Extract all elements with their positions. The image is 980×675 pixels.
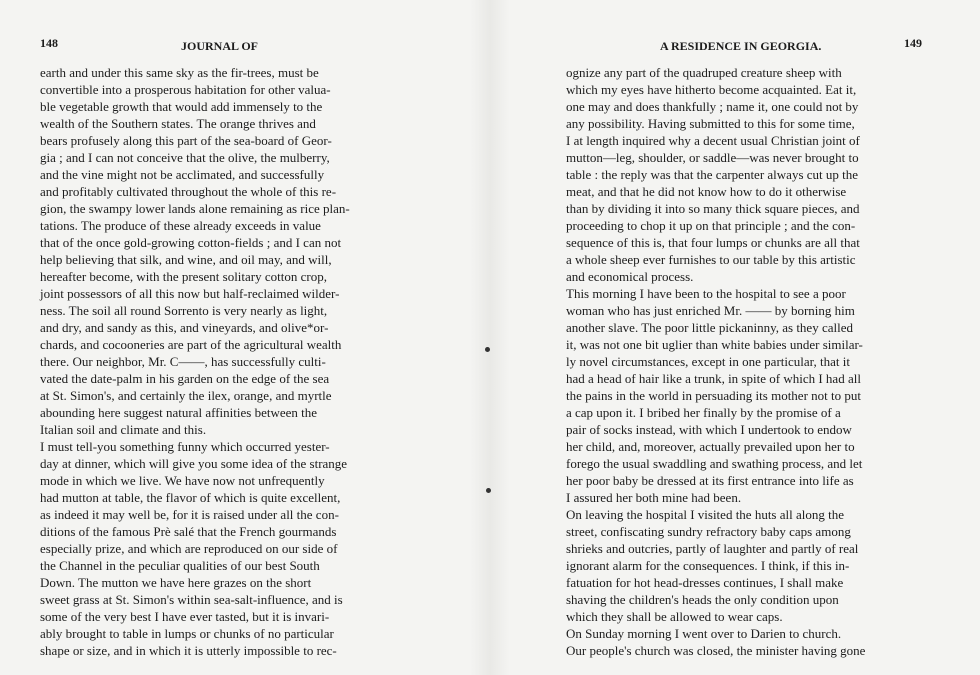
text-line: street, confiscating sundry refractory baby caps among [566,524,851,539]
text-line: vated the date-palm in his garden on the edge of the sea [40,371,330,386]
text-line: proceeding to chop it up on that principle ; and the con- [566,218,856,233]
text-line: mode in which we live. We have now not unfrequently [40,473,325,488]
text-line: earth and under this same sky as the fir-trees, must be [40,65,319,80]
text-line: her child, and, moreover, actually prevailed upon her to [566,439,855,454]
text-line: mutton—leg, shoulder, or saddle—was never brought to [566,150,859,165]
text-line: gia ; and I can not conceive that the olive, the mulberry, [40,150,330,165]
text-line: that of the once gold-growing cotton-fields ; and I can not [40,235,342,250]
text-line: On leaving the hospital I visited the huts all along the [566,507,845,522]
text-line: chards, and cocooneries are part of the agricultural wealth [40,337,342,352]
text-line: shrieks and outcries, partly of laughter and partly of real [566,541,859,556]
text-line: day at dinner, which will give you some idea of the strange [40,456,348,471]
text-line: I at length inquired why a decent usual Christian joint of [566,133,860,148]
text-line: a cap upon it. I bribed her finally by the promise of a [566,405,841,420]
gutter-mark [486,488,491,493]
text-line: at St. Simon's, and certainly the ilex, orange, and myrtle [40,388,332,403]
right-body-text [566,64,950,659]
text-line: shape or size, and in which it is utterly impossible to rec- [40,643,337,658]
text-line: ness. The soil all round Sorrento is very nearly as light, [40,303,328,318]
text-line: had a head of hair like a trunk, in spite of which I had all [566,371,861,386]
text-line: and dry, and sandy as this, and vineyards, and olive*or- [40,320,329,335]
text-line: Our people's church was closed, the minister having gone [566,643,866,658]
text-line: and the vine might not be acclimated, and successfully [40,167,325,182]
text-line: I must tell-you something funny which occurred yester- [40,439,330,454]
text-line: On Sunday morning I went over to Darien to church. [566,626,842,641]
right-page [510,0,980,675]
text-line: hereafter become, with the present solitary cotton crop, [40,269,327,284]
text-line: especially prize, and which are reproduced on our side of [40,541,338,556]
text-line: one may and does thankfully ; name it, one could not by [566,99,859,114]
left-page [0,0,470,675]
text-line: which they shall be allowed to wear caps. [566,609,783,624]
text-line: ditions of the famous Prè salé that the French gourmands [40,524,337,539]
text-line: meat, and that he did not know how to do it otherwise [566,184,847,199]
right-page-number: 149 [904,36,922,50]
text-line: joint possessors of all this now but half-reclaimed wilder- [40,286,340,301]
text-line: her poor baby be dressed at its first entrance into life as [566,473,854,488]
text-line: ognize any part of the quadruped creature sheep with [566,65,842,80]
text-line: as indeed it may well be, for it is raised under all the con- [40,507,339,522]
text-line: gion, the swampy lower lands alone remaining as rice plan- [40,201,350,216]
left-running-head: JOURNAL OF [181,39,259,53]
book-gutter [470,0,510,675]
text-line: a whole sheep ever furnishes to our table by this artistic [566,252,856,267]
text-line: had mutton at table, the flavor of which is quite excellent, [40,490,341,505]
left-page-number: 148 [40,36,58,50]
text-line: some of the very best I have ever tasted, but it is invari- [40,609,330,624]
text-line: Italian soil and climate and this. [40,422,207,437]
text-line: fatuation for hot head-dresses continues, I shall make [566,575,844,590]
text-line: ignorant alarm for the consequences. I think, if this in- [566,558,850,573]
text-line: Down. The mutton we have here grazes on the short [40,575,312,590]
text-line: sequence of this is, that four lumps or chunks are all that [566,235,860,250]
text-line: it, was not one bit uglier than white babies under similar- [566,337,863,352]
text-line: pair of socks instead, with which I undertook to endow [566,422,852,437]
text-line: the Channel in the peculiar qualities of our best South [40,558,320,573]
text-line: which my eyes have hitherto become acquainted. Eat it, [566,82,857,97]
left-body-text [40,64,408,659]
text-line: there. Our neighbor, Mr. C——, has successfully culti- [40,354,326,369]
text-line: than by dividing it into so many thick square pieces, and [566,201,860,216]
right-running-head: A RESIDENCE IN GEORGIA. [660,39,822,53]
text-line: ly novel circumstances, except in one particular, that it [566,354,850,369]
text-line: help believing that silk, and wine, and oil may, and will, [40,252,332,267]
text-line: any possibility. Having submitted to this for some time, [566,116,855,131]
text-line: shaving the children's heads the only condition upon [566,592,839,607]
text-line: ably brought to table in lumps or chunks of no particular [40,626,334,641]
gutter-mark [485,347,490,352]
text-line: another slave. The poor little pickaninny, as they called [566,320,853,335]
text-line: convertible into a prosperous habitation for other valua- [40,82,331,97]
text-line: abounding here suggest natural affinities between the [40,405,318,420]
text-line: table : the reply was that the carpenter always cut up the [566,167,859,182]
text-line: and profitably cultivated throughout the whole of this re- [40,184,337,199]
text-line: tations. The produce of these already exceeds in value [40,218,321,233]
text-line: and economical process. [566,269,694,284]
text-line: bears profusely along this part of the sea-board of Geor- [40,133,332,148]
text-line: forego the usual swaddling and swathing process, and let [566,456,863,471]
text-line: ble vegetable growth that would add immensely to the [40,99,323,114]
text-line: This morning I have been to the hospital to see a poor [566,286,846,301]
text-line: wealth of the Southern states. The orange thrives and [40,116,316,131]
text-line: sweet grass at St. Simon's within sea-salt-influence, and is [40,592,343,607]
text-line: I assured her both mine had been. [566,490,742,505]
text-line: the pains in the world in persuading its mother not to put [566,388,861,403]
text-line: woman who has just enriched Mr. —— by borning him [566,303,855,318]
